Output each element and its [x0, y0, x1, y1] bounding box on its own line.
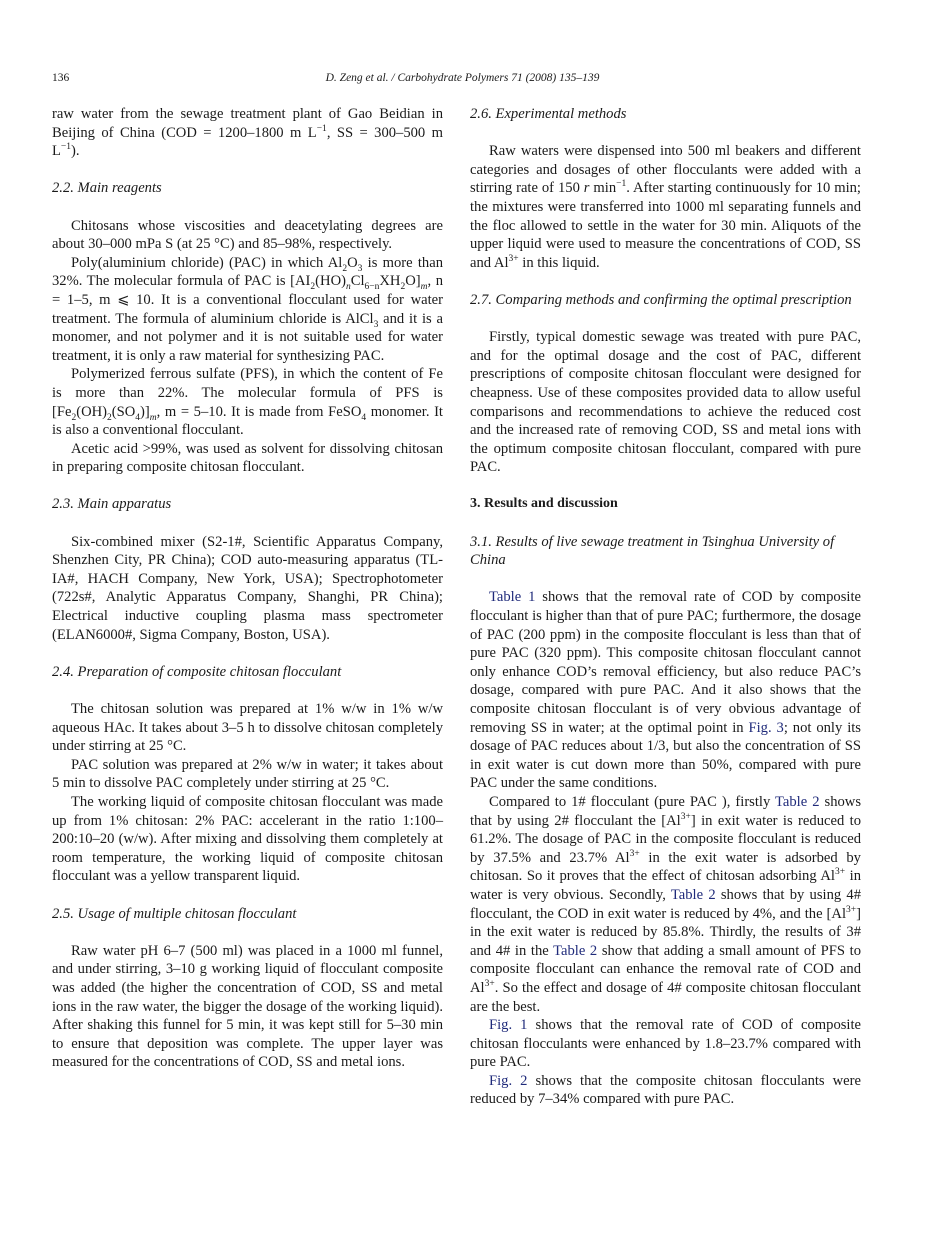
paragraph: Fig. 1 shows that the removal rate of COD of composite chitosan flocculants were enhanced by 1.8–23.7% compared with pure PAC.	[470, 1017, 862, 1071]
section-heading-2-7: 2.7. Comparing methods and confirming the optimal prescription	[470, 291, 852, 308]
paragraph: Firstly, typical domestic sewage was treated with pure PAC, and for the optimal dosage and the cost of PAC, different prescriptions of composite chitosan flocculant were designed for cheapness. Use of these composites provided data to allow useful comparisons and recommendations to achieve the reduced cost and the increased rate of removing COD, SS and metal ions with the optimum composite chitosan flocculant, compared with pure PAC.	[470, 329, 861, 476]
section-heading-2-6: 2.6. Experimental methods	[470, 106, 627, 122]
table-1-link[interactable]: Table 1	[489, 589, 536, 606]
page-number: 136	[52, 72, 70, 84]
section-heading-3: 3. Results and discussion	[470, 496, 618, 512]
paragraph: The chitosan solution was prepared at 1% w/w in 1% w/w aqueous HAc. It takes about 3–5 h to dissolve chitosan completely under stirring at 25 °C.	[52, 701, 443, 755]
section-heading-2-4: 2.4. Preparation of composite chitosan flocculant	[52, 663, 342, 680]
section-heading-3-1: 3.1. Results of live sewage treatment in Tsinghua University of China	[470, 533, 835, 569]
fig-1-link[interactable]: Fig. 1	[489, 1017, 528, 1034]
section-heading-2-5: 2.5. Usage of multiple chitosan flocculant	[52, 905, 297, 922]
right-column	[470, 105, 861, 1109]
paragraph: Chitosans whose viscosities and deacetylating degrees are about 30–000 mPa S (at 25 °C) and 85–98%, respectively.	[52, 217, 443, 253]
paragraph: Raw water pH 6–7 (500 ml) was placed in a 1000 ml funnel, and under stirring, 3–10 g working liquid of flocculant composite was added (the higher the concentration of COD, SS and metal ions in the raw water, the bigger the dosage of the working liquid). After shaking this funnel for 5 min, it was kept still for 5–30 min to ensure that deposition was complete. The upper layer was measured for the concentrations of COD, SS and metal ions.	[52, 942, 443, 1071]
paragraph: Raw waters were dispensed into 500 ml beakers and different categories and dosages of other flocculants were added with a stirring rate of 150 r $\min^{-1}$. After starting continuously for 10 min; the mixtures were transferred into 1000 ml separating funnels and the floc allowed to settle in the water for 30 min. Aliquots of the upper liquid were used to measure the concentrations of COD, SS and $Al^{3+}$ in this liquid.	[470, 143, 861, 271]
paragraph: Fig. 2 shows that the composite chitosan flocculants were reduced by 7–34% compared with pure PAC.	[470, 1072, 861, 1108]
paragraph: Six-combined mixer (S2-1#, Scientific Apparatus Company, Shenzhen City, PR China); COD auto-measuring apparatus (TL-IA#, HACH Company, New York, USA); Spectrophotometer (722s#, Analytic Apparatus Company, Shanghi, PR China); Electrical inductive coupling plasma mass spectrometer (ELAN6000#, Sigma Company, Boston, USA).	[52, 533, 443, 643]
paragraph: Polymerized ferrous sulfate (PFS), in which the content of Fe is more than 22%. The molecular formula of PFS is $[Fe_2(OH)_2(SO_4)]_m$, m = 5–10. It is made from FeSO$_4$ monomer. It is also a conventional flocculant.	[52, 366, 443, 439]
paragraph: Table 1 shows that the removal rate of COD by composite flocculant is higher than that of pure PAC; furthermore, the dosage of PAC (200 ppm) in the composite flocculant is less than that of pure PAC (320 ppm). This composite chitosan flocculant cannot only enhance COD’s removal efficiency, but also reduce PAC’s dosage, compared with pure PAC. And it also shows that the composite chitosan flocculant is of very obvious advantage of removing SS in water; at the optimal point in Fig. 3; not only its dosage of PAC reduces about 1/3, but also the concentration of SS in exit water is cut down more than 50%, compared with pure PAC under the same conditions.	[470, 589, 861, 792]
table-2-link[interactable]: Table 2	[553, 942, 598, 959]
paragraph: Compared to 1# flocculant (pure PAC ), firstly Table 2 shows that by using 2# flocculant the $[Al^{3+}]$ in exit water is reduced to 61.2%. The dosage of PAC in the composite flocculant is reduced by 37.5% and 23.7% $Al^{3+}$ in the exit water is adsorbed by chitosan. So it proves that the effect of chitosan adsorbing $Al^{3+}$ in water is very obvious. Secondly, Table 2 shows that by using 4# flocculant, the COD in exit water is reduced by 4%, and the $[Al^{3+}]$ in the exit water is reduced by 85.8%. Thirdly, the results of 3# and 4# in the Table 2 show that adding a small amount of PFS to composite flocculant can enhance the removal rate of COD and $Al^{3+}$. So the effect and dosage of 4# composite chitosan flocculant are the best.	[470, 793, 862, 1015]
intro-paragraph: raw water from the sewage treatment plant of Gao Beidian in Beijing of China (COD = 1200–1800 m $L^{-1}$, SS = 300–500 m $L^{-1}$).	[52, 106, 443, 160]
paragraph: PAC solution was prepared at 2% w/w in water; it takes about 5 min to dissolve PAC completely under stirring at 25 °C.	[52, 756, 443, 792]
paragraph: Poly(aluminium chloride) (PAC) in which $Al_2O_3$ is more than 32%. The molecular formula of PAC is $[AI_2(HO)_nCl_{6-n}XH_2O]_m$, n = 1–5, m ⩽ 10. It is a conventional flocculant used for water treatment. The formula of aluminium chloride is AlCl$_3$ and it is a monomer, and not polymer and it is not suitable used for water treatment, it is only a raw material for synthesizing PAC.	[52, 254, 444, 364]
journal-reference: D. Zeng et al. / Carbohydrate Polymers 71 (2008) 135–139	[325, 72, 600, 84]
table-2-link[interactable]: Table 2	[670, 886, 716, 903]
left-column	[52, 105, 443, 1072]
fig-2-link[interactable]: Fig. 2	[489, 1072, 528, 1089]
section-heading-2-2: 2.2. Main reagents	[52, 180, 162, 197]
fig-3-link[interactable]: Fig. 3	[748, 719, 784, 736]
table-2-link[interactable]: Table 2	[775, 793, 820, 810]
section-heading-2-3: 2.3. Main apparatus	[52, 496, 172, 513]
paragraph: The working liquid of composite chitosan flocculant was made up from 1% chitosan: 2% PAC: accelerant in the ratio 1:100–200:10–20 (w/w). After mixing and dissolving them completely at room temperature, the working liquid of composite chitosan flocculant was a yellow transparent liquid.	[52, 793, 443, 885]
running-header	[0, 72, 925, 92]
paragraph: Acetic acid >99%, was used as solvent for dissolving chitosan in preparing composite chitosan flocculant.	[52, 440, 443, 476]
